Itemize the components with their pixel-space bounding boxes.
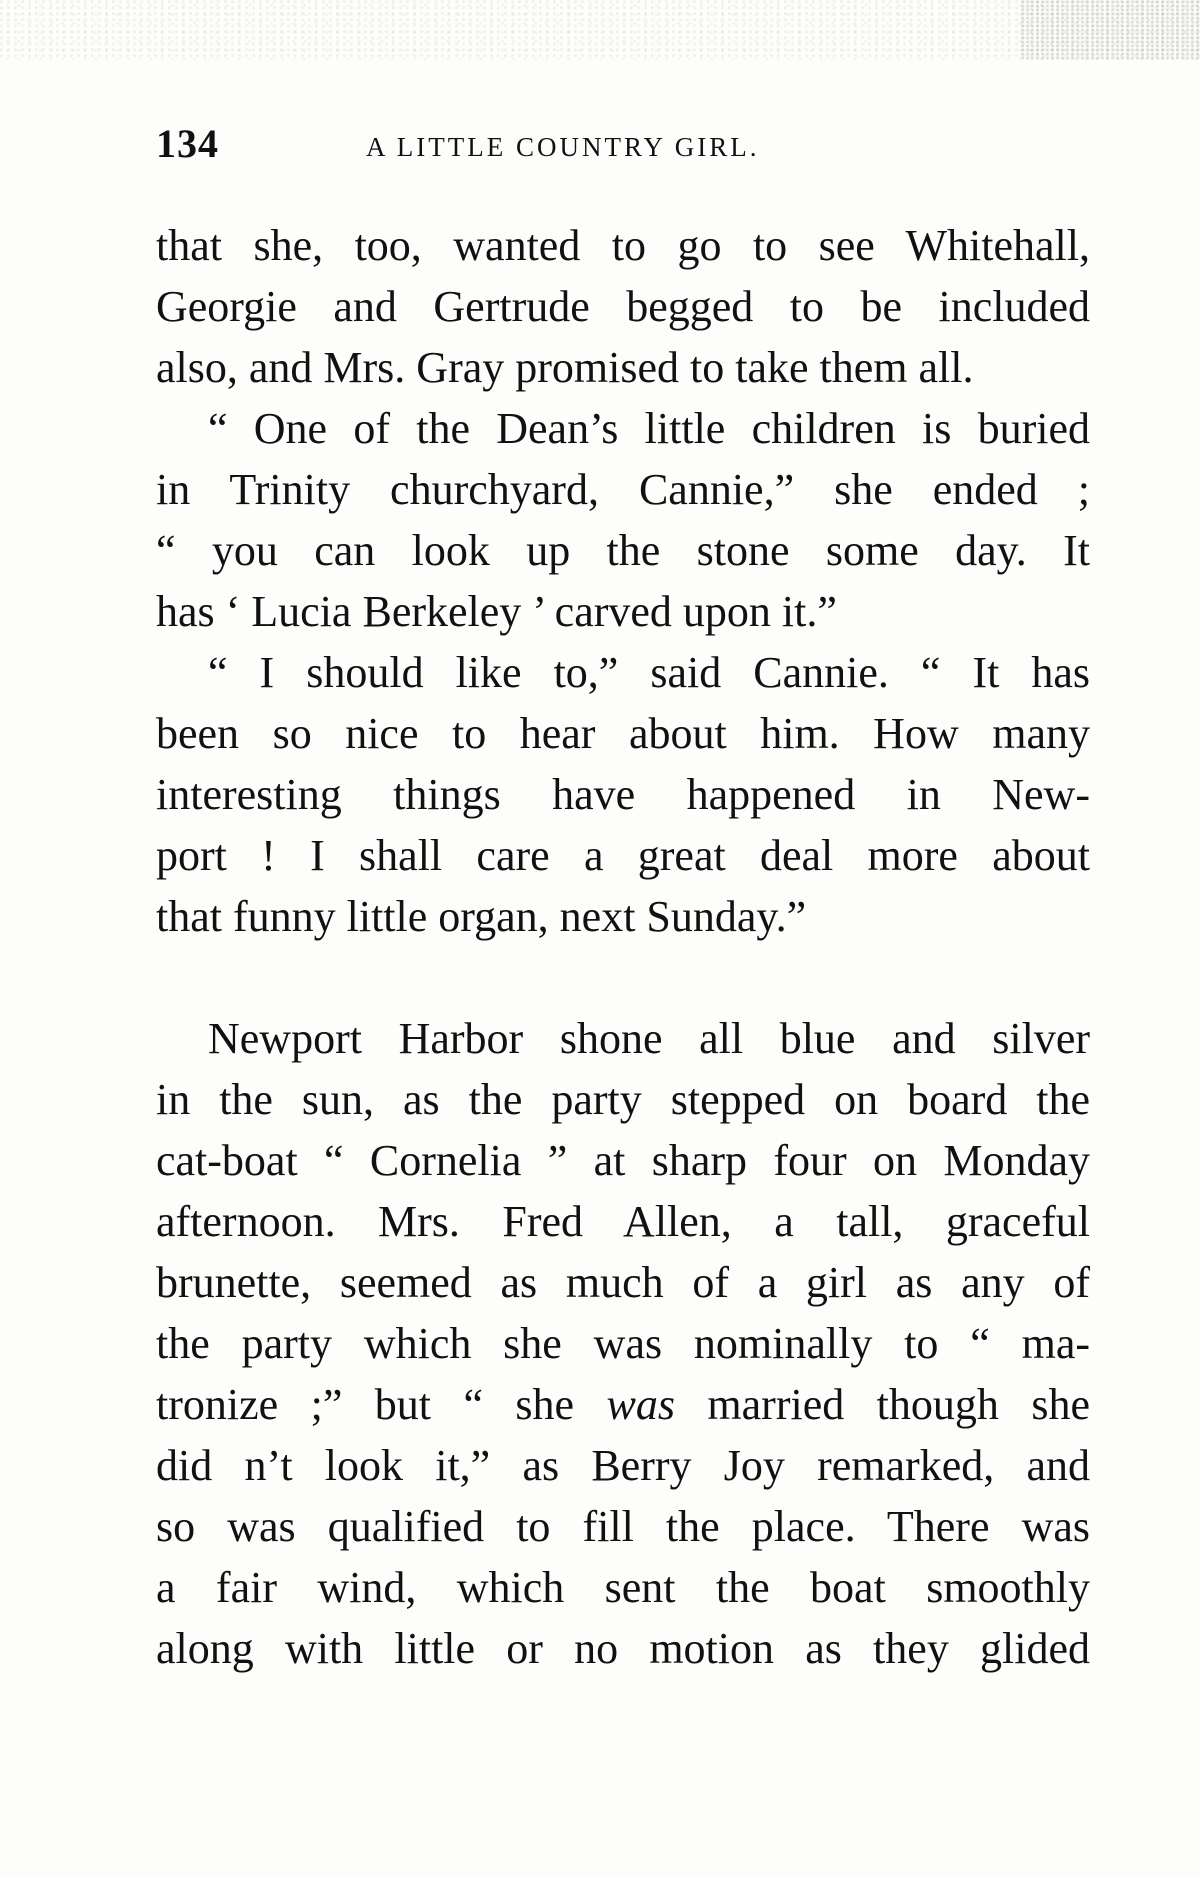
text-line: along with little or no motion as they glided bbox=[156, 1624, 1090, 1673]
section-break bbox=[156, 947, 1090, 1008]
text-line: Newport Harbor shone all blue and silver bbox=[208, 1014, 1090, 1063]
text-line: interesting things have happened in New- bbox=[156, 770, 1090, 819]
text-line: in the sun, as the party stepped on board the bbox=[156, 1075, 1090, 1124]
text-line: afternoon. Mrs. Fred Allen, a tall, graceful bbox=[156, 1197, 1090, 1246]
running-head bbox=[156, 120, 1090, 180]
running-title: A LITTLE COUNTRY GIRL. bbox=[366, 132, 760, 162]
text-line: did n’t look it,” as Berry Joy remarked, and bbox=[156, 1441, 1090, 1490]
text-line: “ I should like to,” said Cannie. “ It has bbox=[208, 648, 1090, 697]
body-text bbox=[156, 215, 1090, 1679]
text-line: Georgie and Gertrude begged to be included bbox=[156, 282, 1090, 331]
text-line: that she, too, wanted to go to see Whitehall, bbox=[156, 221, 1090, 270]
text-line: also, and Mrs. Gray promised to take them all. bbox=[156, 343, 974, 392]
text-fragment: married though she bbox=[674, 1380, 1090, 1429]
text-line: that funny little organ, next Sunday.” bbox=[156, 892, 807, 941]
text-line-with-italic bbox=[156, 1374, 1090, 1435]
text-line: cat-boat “ Cornelia ” at sharp four on Monday bbox=[156, 1136, 1090, 1185]
text-fragment: tronize ;” but “ she bbox=[156, 1380, 607, 1429]
text-line: been so nice to hear about him. How many bbox=[156, 709, 1090, 758]
text-line: a fair wind, which sent the boat smoothly bbox=[156, 1563, 1090, 1612]
text-line: the party which she was nominally to “ ma- bbox=[156, 1319, 1090, 1368]
text-line: has ‘ Lucia Berkeley ’ carved upon it.” bbox=[156, 587, 837, 636]
page-number: 134 bbox=[156, 121, 219, 166]
text-line: port ! I shall care a great deal more about bbox=[156, 831, 1090, 880]
text-line: in Trinity churchyard, Cannie,” she ended ; bbox=[156, 465, 1090, 514]
scan-noise-corner bbox=[1020, 0, 1200, 60]
text-line: “ you can look up the stone some day. It bbox=[156, 526, 1090, 575]
italic-word: was bbox=[606, 1380, 675, 1429]
text-line: so was qualified to fill the place. There was bbox=[156, 1502, 1090, 1551]
text-line: brunette, seemed as much of a girl as any of bbox=[156, 1258, 1090, 1307]
text-line: “ One of the Dean’s little children is buried bbox=[208, 404, 1090, 453]
